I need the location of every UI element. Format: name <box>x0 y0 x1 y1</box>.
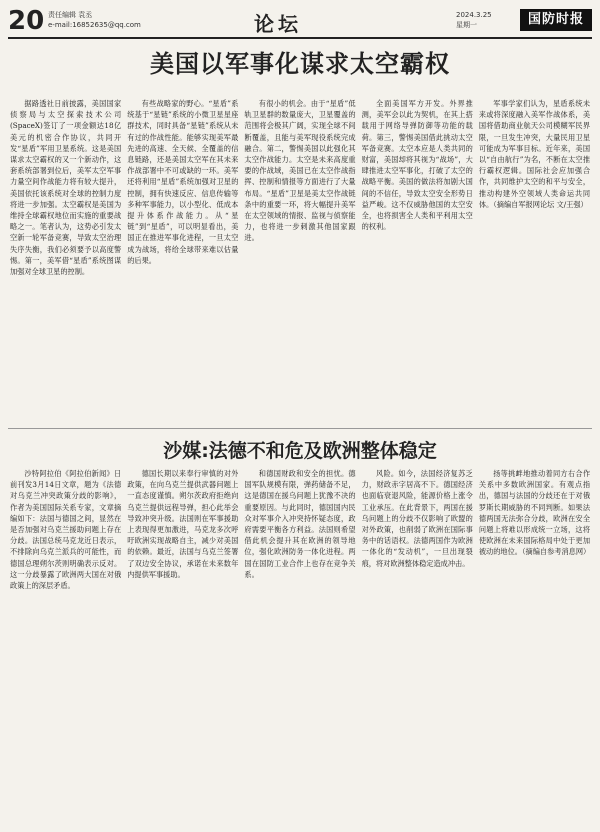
paragraph: 扬等挑衅地推动着同方右合作关系中多数欧洲国家。有观点指出，德国与法国的分歧还在于对俄罗斯长期威胁的不同判断。如果法德两国无法弥合分歧，欧洲在安全问题上将难以形成统一立场，这将使欧洲在未来国际格局中处于更加被动的地位。（摘编自参考消息网） <box>478 469 591 557</box>
paragraph: 军事学家们认为，星盾系统未来或将深度融入美军作战体系，美国将借助商业航天公司模糊军民界限，一旦发生冲突，大量民用卫星可能成为军事目标。近年来，美国以“自由航行”为名，不断在太空推行霸权逻辑。国际社会应加强合作，共同维护太空的和平与安全，推动构建外空领域人类命运共同体。（摘编自军报网论坛 文/王强） <box>478 99 591 209</box>
article1-column <box>479 98 590 420</box>
section-title: 论坛 <box>254 12 302 36</box>
masthead-logo: 国防时报 <box>520 9 592 31</box>
paragraph: 有很小的机会。由于“星盾”低轨卫星群的数量庞大，卫星覆盖的范围将会极其广阔，实现全球不间断覆盖，且能与美军现役系统完成融合。第二，警惕美国以此强化其太空作战能力。太空是未来高度重要的作战域，美国已在太空作战指挥、控制和情报等方面进行了大量布局。“星盾”卫星是美太空作战链条中的重要一环，将大幅提升美军在太空领域的情报、监视与侦察能力，也将进一步刺激其他国家跟进。 <box>244 99 356 243</box>
editor-info <box>48 10 141 30</box>
issue-date <box>456 10 492 30</box>
page-header <box>8 6 592 36</box>
article1-column <box>362 98 473 420</box>
article2-column <box>244 468 355 828</box>
paragraph: 沙特阿拉伯《阿拉伯新闻》日前刊发3月14日文章，题为《法德对乌克兰冲突政策分歧的影响》，作者为美国国际关系专家，文章摘编如下：法国与德国之间，显然在是否加强对乌克兰援助问题上存在分歧。法国总统马克龙近日表示，不排除向乌克兰派兵的可能性，而德国总理朔尔茨则明确表示反对。这一分歧暴露了欧洲两大国在对俄政策上的深层矛盾。 <box>10 469 122 591</box>
article2-body <box>10 468 590 828</box>
header-divider <box>8 37 592 39</box>
article2-column <box>479 468 590 828</box>
article1-column <box>127 98 238 420</box>
article-divider <box>8 428 592 429</box>
editor-name: 责任编辑 袁丞 <box>48 11 93 19</box>
article2-title: 沙媒:法德不和危及欧洲整体稳定 <box>163 440 437 462</box>
paragraph: 德国长期以来奉行审慎的对外政策，在向乌克兰提供武器问题上一直态度谨慎。朔尔茨政府拒绝向乌克兰提供远程导弹，担心此举会导致冲突升级。法国则在军事援助上表现得更加激进，马克龙多次呼吁欧洲实现战略自主，减少对美国的依赖。最近，法国与乌克兰签署了双边安全协议，承诺在未来数年内提供军事援助。 <box>127 469 239 579</box>
weekday-text: 星期一 <box>456 21 477 29</box>
article1-column <box>244 98 355 420</box>
article2-column <box>362 468 473 828</box>
article1-body <box>10 98 590 420</box>
paragraph: 全面美国军方开发。外界推测，美军会以此为契机，在其上搭载用于网络导弹防御等功能的载荷。第三，警惕美国借此挑动太空军备竞赛。太空本应是人类共同的财富，美国却将其视为“战场”，大肆推进太空军事化，打破了太空的战略平衡。美国的做法将加剧大国间的不信任，导致太空安全形势日益严峻。这不仅威胁他国的太空安全，也将损害全人类和平利用太空的权利。 <box>361 99 473 232</box>
article1-column <box>10 98 121 420</box>
paragraph: 有些战略家的野心。“星盾”系统基于“星链”系统的小微卫星星座群技术，同时具备“星链”系统从未有过的作战性能。能够实现美军最先进的高速、全天候、全覆盖的信息链路，还是美国太空军在其未来作战部署中不可或缺的一环。美军还将利用“星盾”系统加强对卫星的控制，拥有快速反应、信息传输等多种军事能力，以小型化、低成本提升体系作战能力。从“星链”到“星盾”，可以明显看出，美国正在推进军事化进程，一旦太空成为战场，将给全球带来难以估量的后果。 <box>127 99 239 265</box>
paragraph: 风险。如今，法国经济复苏乏力，财政赤字居高不下。德国经济也面临衰退风险，能源价格上涨令工业承压。在此背景下，两国在援乌问题上的分歧不仅影响了欧盟的对外政策，也削弱了欧洲在国际事务中的话语权。法德两国作为欧洲一体化的“发动机”，一旦出现裂痕，将对欧洲整体稳定造成冲击。 <box>361 469 473 568</box>
article2-column <box>127 468 238 828</box>
editor-email: e-mail:16852635@qq.com <box>48 21 141 29</box>
date-text: 2024.3.25 <box>456 11 492 19</box>
article1-title: 美国以军事化谋求太空霸权 <box>150 50 450 78</box>
paragraph: 据路透社日前披露，美国国家侦察局与太空探索技术公司(SpaceX)签订了一项金额达18亿美元的机密合作协议，共同开发“星盾”军用卫星系统。这是美国谋求太空霸权的又一个新动作，这套系统部署到位后，美军太空军事力量空间作战能力将有较大提升，美国依托该系统对全球的控制力度将进一步加强。太空霸权是美国为维持全球霸权地位而实施的重要战略之一。笔者认为，这势必引发太空新一轮军备竞赛，导致太空治理失序失衡，我们必须要予以高度警惕。第一，美军借“星盾”系统图谋加强对全球卫星的控制。 <box>10 99 122 277</box>
page-number: 20 <box>8 6 45 36</box>
article2-column <box>10 468 121 828</box>
paragraph: 和德国财政和安全的担忧。德国军队规模有限，弹药储备不足，这是德国在援乌问题上犹豫不决的重要原因。与此同时，德国国内民众对军事介入冲突持怀疑态度，政府需要平衡各方利益。法国则希望借此机会提升其在欧洲的领导地位，强化欧洲防务一体化进程。两国在国防工业合作上也存在竞争关系。 <box>244 469 356 579</box>
